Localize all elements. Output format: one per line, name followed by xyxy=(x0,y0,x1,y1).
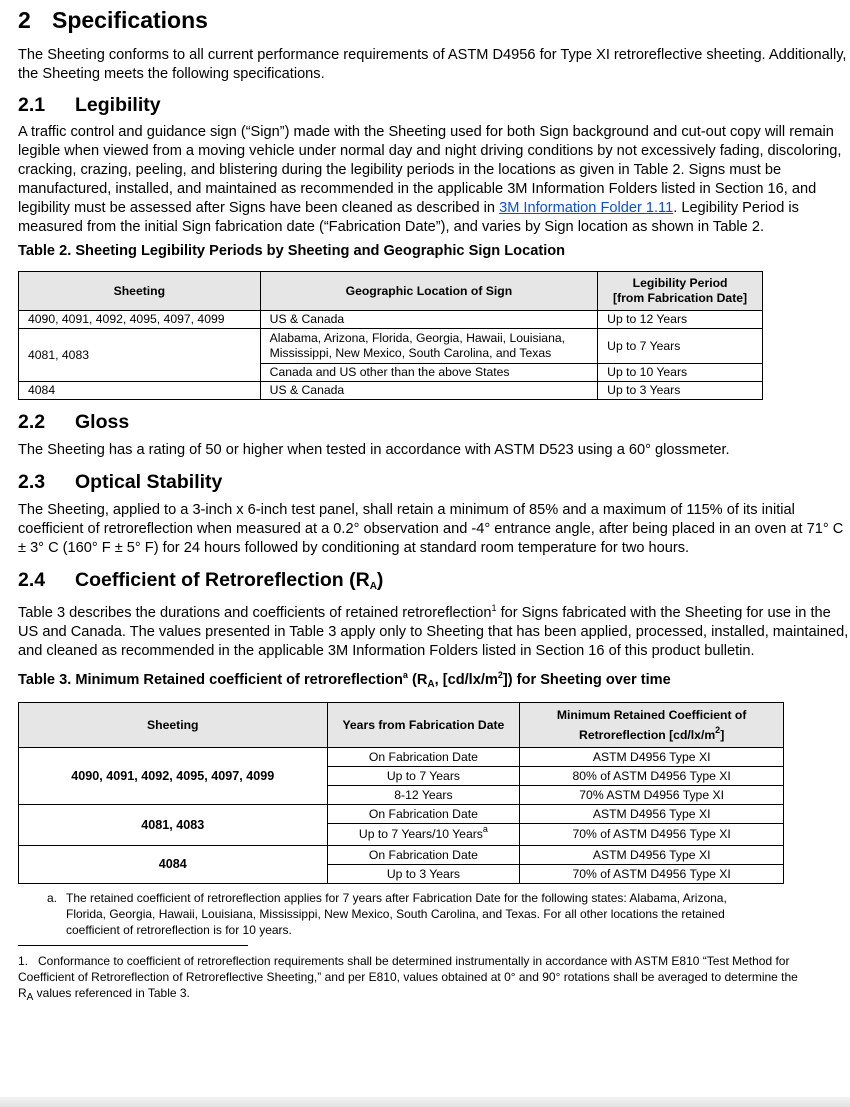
cell-years: On Fabrication Date xyxy=(327,748,520,767)
table-header-row xyxy=(19,703,784,748)
cell-coefficient: 70% of ASTM D4956 Type XI xyxy=(520,865,784,884)
header-period-line1: Legibility Period xyxy=(632,276,728,290)
legibility-number: 2.1 xyxy=(18,94,46,116)
table-row xyxy=(19,805,784,824)
retroreflection-table xyxy=(18,702,784,884)
footnote-ref: 1 xyxy=(491,603,497,613)
header-coefficient xyxy=(520,703,784,748)
cell-years: 8-12 Years xyxy=(327,786,520,805)
legibility-title: Legibility xyxy=(75,94,161,116)
cell-sheeting: 4084 xyxy=(19,846,328,884)
section-intro: The Sheeting conforms to all current performance requirements of ASTM D4956 for Type XI retroreflective sheeting. Additionally, the Sheeting meets the following specifications. xyxy=(18,47,847,82)
cell-coefficient: 70% ASTM D4956 Type XI xyxy=(520,786,784,805)
table3-caption-sub: A xyxy=(427,679,435,690)
cell-period: Up to 12 Years xyxy=(598,311,763,329)
table-row xyxy=(19,382,763,400)
table3-note-label: a. xyxy=(47,891,58,905)
table3-caption-a: Table 3. Minimum Retained coefficient of retroreflection xyxy=(18,672,403,688)
coefficient-number: 2.4 xyxy=(18,569,46,591)
legibility-heading xyxy=(18,93,850,117)
footnote-sub: A xyxy=(26,992,34,1003)
optical-paragraph: The Sheeting, applied to a 3-inch x 6-inch test panel, shall retain a minimum of 85% and a maximum of 115% of its initial coefficient of retroreflection when measured at a 0.2° observation and -4° entrance angle, after being placed in an oven at 71° C ± 3° C (160° F ± 5° F) for 24 hours followed by conditioning at standard room temperature for two hours. xyxy=(18,502,844,556)
gloss-title: Gloss xyxy=(75,411,130,433)
cell-coefficient: ASTM D4956 Type XI xyxy=(520,805,784,824)
footnote-divider xyxy=(18,945,248,946)
coefficient-text-b: for Signs fabricated with the Sheeting for use in the US and Canada. The values presented in Table 3 apply only to Sheeting that has been applied, processed, installed, maintained, and cleaned as recommended in the applicable 3M Information Folders listed in Section 16 of this product bulletin. xyxy=(18,605,849,659)
coefficient-title-sub: A xyxy=(369,581,377,592)
cell-years: On Fabrication Date xyxy=(327,846,520,865)
cell-sheeting: 4081, 4083 xyxy=(19,329,261,382)
cell-period: Up to 10 Years xyxy=(598,364,763,382)
cell-sheeting: 4081, 4083 xyxy=(19,805,328,846)
table-row xyxy=(19,846,784,865)
cell-coefficient: ASTM D4956 Type XI xyxy=(520,748,784,767)
header-coef-line2: Retroreflection [cd/lx/m xyxy=(579,728,716,742)
cell-years: On Fabrication Date xyxy=(327,805,520,824)
cell-period: Up to 3 Years xyxy=(598,382,763,400)
cell-coefficient: 80% of ASTM D4956 Type XI xyxy=(520,767,784,786)
table3-caption-c: , [cd/lx/m xyxy=(434,672,498,688)
table3-caption-sup: a xyxy=(402,670,408,680)
cell-years-text: Up to 7 Years/10 Years xyxy=(358,827,483,841)
footnote-text-b: values referenced in Table 3. xyxy=(33,986,190,1000)
header-sheeting: Sheeting xyxy=(19,272,261,311)
header-coef-line1: Minimum Retained Coefficient of xyxy=(556,708,747,722)
table-row xyxy=(19,748,784,767)
header-sheeting: Sheeting xyxy=(19,703,328,748)
gloss-paragraph: The Sheeting has a rating of 50 or higher when tested in accordance with ASTM D523 using a 60° glossmeter. xyxy=(18,442,730,458)
cell-period: Up to 7 Years xyxy=(598,329,763,364)
table2-caption: Table 2. Sheeting Legibility Periods by Sheeting and Geographic Sign Location xyxy=(18,243,566,259)
table3-note xyxy=(18,890,767,938)
section-heading xyxy=(18,6,850,34)
cell-sheeting: 4090, 4091, 4092, 4095, 4097, 4099 xyxy=(19,311,261,329)
header-period xyxy=(598,272,763,311)
coefficient-text-a: Table 3 describes the durations and coefficients of retained retroreflection xyxy=(18,605,492,621)
cell-coefficient: ASTM D4956 Type XI xyxy=(520,846,784,865)
gloss-number: 2.2 xyxy=(18,411,46,433)
coefficient-title-end: ) xyxy=(376,569,384,591)
cell-sheeting: 4090, 4091, 4092, 4095, 4097, 4099 xyxy=(19,748,328,805)
cell-location: US & Canada xyxy=(260,311,598,329)
cell-coefficient: 70% of ASTM D4956 Type XI xyxy=(520,824,784,846)
page xyxy=(18,0,850,1001)
legibility-paragraph xyxy=(18,123,850,237)
info-folder-link[interactable]: 3M Information Folder 1.11 xyxy=(499,200,674,216)
table-row xyxy=(19,329,763,364)
legibility-text-a: A traffic control and guidance sign (“Sign”) made with the Sheeting used for both Sign background and cut-out copy will remain legible when viewed from a moving vehicle under normal day and night driving conditions by not excessively fading, discoloring, cracking, crazing, peeling, and blistering during the legibility periods in the locations as given in Table 2. Signs must be manufactured, installed, and maintained as recommended in the applicable 3M Information Folders listed in Section 16, and legibility must be assessed after Signs have been cleaned as described in xyxy=(18,124,842,216)
header-coef-sup: 2 xyxy=(715,725,721,735)
optical-heading xyxy=(18,470,850,494)
section-title: Specifications xyxy=(52,7,208,33)
footnote-label: 1. xyxy=(18,954,29,968)
header-period-line2: [from Fabrication Date] xyxy=(613,291,748,305)
coefficient-title: Coefficient of Retroreflection (R xyxy=(75,569,370,591)
coefficient-heading xyxy=(18,568,850,592)
coefficient-paragraph xyxy=(18,604,850,661)
table3-caption-sup2: 2 xyxy=(497,670,503,680)
cell-sheeting: 4084 xyxy=(19,382,261,400)
header-coef-end: ] xyxy=(720,728,725,742)
header-location: Geographic Location of Sign xyxy=(260,272,598,311)
cell-location: US & Canada xyxy=(260,382,598,400)
header-years: Years from Fabrication Date xyxy=(327,703,520,748)
optical-title: Optical Stability xyxy=(75,471,223,493)
table3-caption xyxy=(18,671,850,690)
cell-location: Canada and US other than the above States xyxy=(260,364,598,382)
optical-number: 2.3 xyxy=(18,471,46,493)
table3-caption-b: (R xyxy=(407,672,428,688)
note-ref: a xyxy=(482,824,488,834)
table-row xyxy=(19,311,763,329)
table-header-row xyxy=(19,272,763,311)
footnote-text-a: Conformance to coefficient of retroreflection requirements shall be determined instrumentally in accordance with ASTM E810 “Test Method for Coefficient of Retroreflection of Retroreflective Sheeting,” and per E810, values obtained at 0° and 90° rotations shall be averaged to determine the R xyxy=(18,954,798,1000)
table3-note-text: The retained coefficient of retroreflection applies for 7 years after Fabrication Date for the following states: Alabama, Arizona, Florida, Georgia, Hawaii, Louisiana, Mississippi, New Mexico, South Carolina, and Texas. For all other locations the retained coefficient of retroreflection is for 10 years. xyxy=(66,891,727,937)
table3-caption-d: ]) for Sheeting over time xyxy=(502,672,671,688)
cell-years: Up to 7 Years xyxy=(327,767,520,786)
legibility-text-b: . Legibility Period is measured from the initial Sign fabrication date (“Fabrication Date”), and varies by Sign location as shown in Table 2. xyxy=(18,200,799,235)
cell-years xyxy=(327,824,520,846)
section-number: 2 xyxy=(18,7,31,33)
cell-location: Alabama, Arizona, Florida, Georgia, Hawaii, Louisiana, Mississippi, New Mexico, South Carolina, and Texas xyxy=(260,329,598,364)
footnote xyxy=(18,953,808,1001)
cell-years: Up to 3 Years xyxy=(327,865,520,884)
gloss-heading xyxy=(18,410,850,434)
legibility-table xyxy=(18,271,763,400)
page-bottom-edge xyxy=(0,1097,850,1107)
